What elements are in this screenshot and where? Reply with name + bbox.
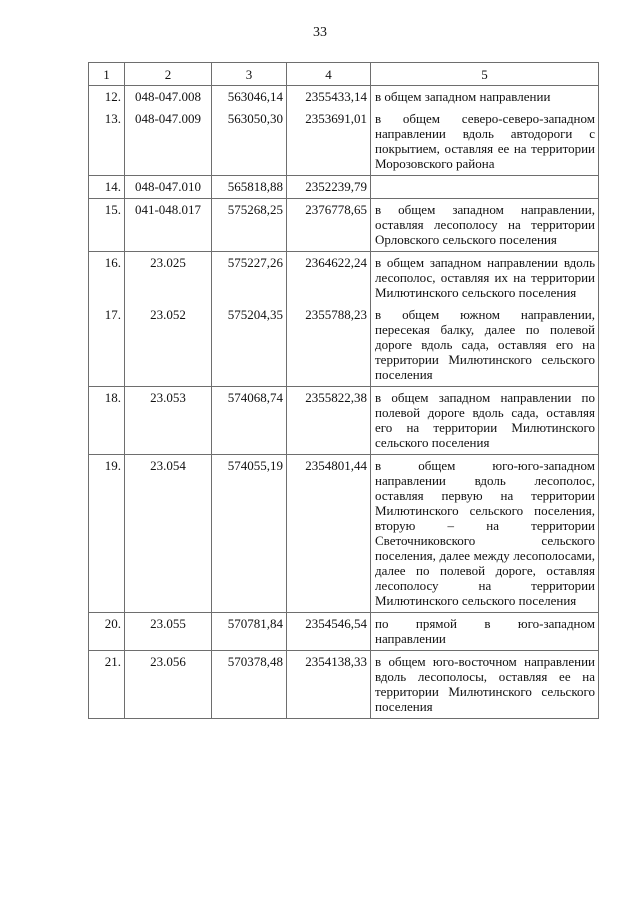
table-row [89,387,599,455]
table-row [89,304,599,387]
point-code: 041-048.017 [125,199,212,252]
boundary-points-table [88,62,599,719]
direction-description: в общем северо-северо-западном направлении вдоль автодороги с покрытием, оставляя ее на территории Морозовского района [371,108,599,176]
direction-description: в общем западном направлении по полевой дороге вдоль сада, оставляя его на территории Милютинского сельского поселения [371,387,599,455]
header-col-5: 5 [371,63,599,86]
point-number: 16. [89,252,125,305]
direction-description [371,176,599,199]
page-number: 33 [313,25,327,40]
coord-y: 2355433,14 [287,86,371,109]
direction-description: в общем юго-юго-западном направлении вдоль лесополос, оставляя первую на территории Милютинского сельского поселения, вторую – на территории Светочниковского сельского поселения, далее между лесополосами, далее по полевой дороге, оставляя лесополосу на территории Милютинского сельского поселения [371,455,599,613]
coord-x: 575204,35 [212,304,287,387]
table-row [89,455,599,613]
point-code: 23.052 [125,304,212,387]
table-row [89,613,599,651]
table-row [89,651,599,719]
coord-x: 565818,88 [212,176,287,199]
coord-y: 2355788,23 [287,304,371,387]
coord-x: 570378,48 [212,651,287,719]
coord-y: 2364622,24 [287,252,371,305]
table-row [89,176,599,199]
coord-y: 2353691,01 [287,108,371,176]
point-number: 18. [89,387,125,455]
point-code: 23.054 [125,455,212,613]
coord-y: 2354546,54 [287,613,371,651]
direction-description: в общем западном направлении вдоль лесополос, оставляя их на территории Милютинского сельского поселения [371,252,599,305]
direction-description: в общем западном направлении, оставляя лесополосу на территории Орловского сельского поселения [371,199,599,252]
table-row [89,199,599,252]
header-col-3: 3 [212,63,287,86]
point-number: 15. [89,199,125,252]
coord-x: 570781,84 [212,613,287,651]
header-col-4: 4 [287,63,371,86]
point-number: 20. [89,613,125,651]
point-number: 19. [89,455,125,613]
direction-description: в общем южном направлении, пересекая балку, далее по полевой дороге вдоль сада, оставляя его на территории Милютинского сельского поселения [371,304,599,387]
point-code: 23.055 [125,613,212,651]
coord-x: 574068,74 [212,387,287,455]
point-code: 23.025 [125,252,212,305]
point-number: 17. [89,304,125,387]
coord-x: 575227,26 [212,252,287,305]
point-code: 048-047.008 [125,86,212,109]
table-header-row [89,63,599,86]
point-code: 048-047.009 [125,108,212,176]
table-row [89,86,599,109]
coord-y: 2354138,33 [287,651,371,719]
point-number: 12. [89,86,125,109]
coord-x: 574055,19 [212,455,287,613]
direction-description: в общем юго-восточном направлении вдоль лесополосы, оставляя ее на территории Милютинского сельского поселения [371,651,599,719]
point-number: 14. [89,176,125,199]
point-number: 13. [89,108,125,176]
coord-y: 2376778,65 [287,199,371,252]
point-code: 23.056 [125,651,212,719]
table-row [89,108,599,176]
point-code: 23.053 [125,387,212,455]
coord-y: 2352239,79 [287,176,371,199]
coord-y: 2354801,44 [287,455,371,613]
direction-description: по прямой в юго-западном направлении [371,613,599,651]
header-col-2: 2 [125,63,212,86]
coord-x: 563050,30 [212,108,287,176]
point-code: 048-047.010 [125,176,212,199]
header-col-1: 1 [89,63,125,86]
coord-x: 575268,25 [212,199,287,252]
table-row [89,252,599,305]
coord-x: 563046,14 [212,86,287,109]
direction-description: в общем западном направлении [371,86,599,109]
point-number: 21. [89,651,125,719]
coord-y: 2355822,38 [287,387,371,455]
